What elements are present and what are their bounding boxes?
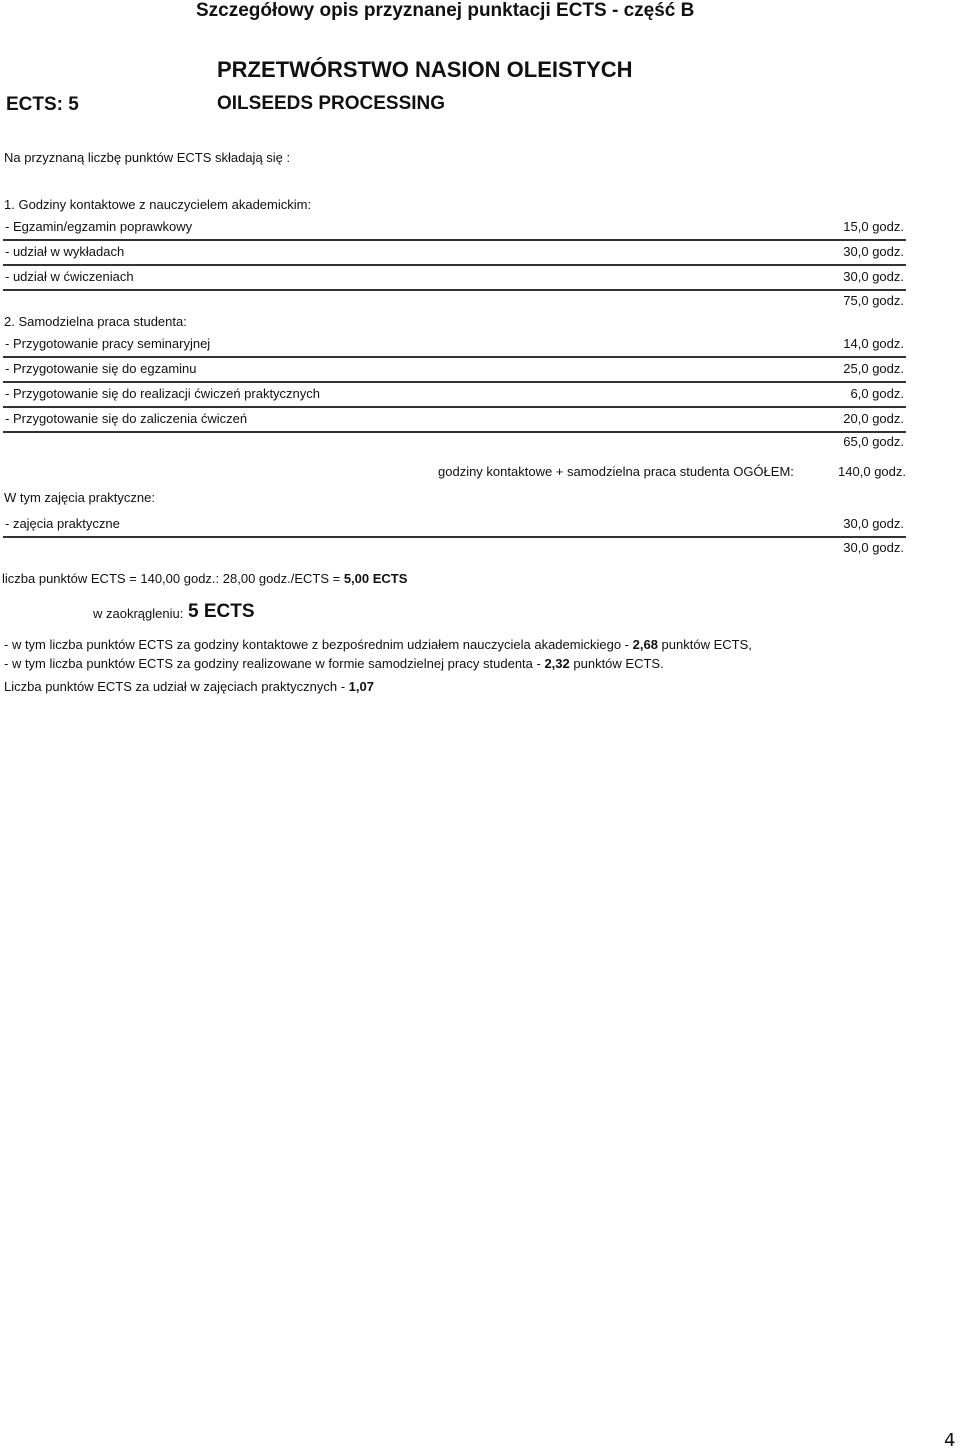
row-label: - zajęcia praktyczne xyxy=(5,516,120,531)
note-text: Liczba punktów ECTS za udział w zajęciach praktycznych - xyxy=(4,679,349,694)
rounding-label: w zaokrągleniu: xyxy=(93,606,184,621)
row-label: - Przygotowanie się do realizacji ćwiczeń praktycznych xyxy=(5,386,321,401)
row-value: 25,0 godz. xyxy=(843,361,904,376)
note-suffix: punktów ECTS, xyxy=(657,637,752,652)
row-value: 30,0 godz. xyxy=(843,516,904,531)
note-value: 1,07 xyxy=(348,679,374,694)
intro-text: Na przyznaną liczbę punktów ECTS składają się : xyxy=(4,150,291,165)
total-label: godziny kontaktowe + samodzielna praca studenta OGÓŁEM: xyxy=(438,464,794,479)
section1-sum: 75,0 godz. xyxy=(843,293,904,308)
row-value: 30,0 godz. xyxy=(843,244,904,259)
section2-sum: 65,0 godz. xyxy=(843,434,904,449)
subject-title-pl: PRZETWÓRSTWO NASION OLEISTYCH xyxy=(217,57,633,82)
row-label: - Egzamin/egzamin poprawkowy xyxy=(5,219,193,234)
row-value: 30,0 godz. xyxy=(843,269,904,284)
row-label: - Przygotowanie się do egzaminu xyxy=(5,361,197,376)
table-row xyxy=(3,240,906,266)
note-value: 2,68 xyxy=(632,637,658,652)
row-value: 14,0 godz. xyxy=(843,336,904,351)
contact-hours-note xyxy=(4,637,752,652)
ects-label: ECTS: 5 xyxy=(6,94,79,115)
practical-heading: W tym zajęcia praktyczne: xyxy=(4,490,155,505)
subject-title-en: OILSEEDS PROCESSING xyxy=(217,93,446,114)
total-value: 140,0 godz. xyxy=(838,464,906,479)
row-value: 6,0 godz. xyxy=(850,386,904,401)
row-value: 15,0 godz. xyxy=(843,219,904,234)
note-suffix: punktów ECTS. xyxy=(569,656,664,671)
table-row xyxy=(3,332,906,358)
page-number: 4 xyxy=(944,1430,956,1451)
note-text: - w tym liczba punktów ECTS za godziny realizowane w formie samodzielnej pracy studenta - xyxy=(4,656,545,671)
table-row xyxy=(3,215,906,241)
ects-calculation xyxy=(2,571,407,586)
note-text: - w tym liczba punktów ECTS za godziny kontaktowe z bezpośrednim udziałem nauczyciela akademickiego - xyxy=(4,637,633,652)
row-label: - udział w wykładach xyxy=(5,244,125,259)
section2-heading: 2. Samodzielna praca studenta: xyxy=(4,314,187,329)
note-value: 2,32 xyxy=(544,656,570,671)
self-study-note xyxy=(4,656,664,671)
rounding-value: 5 ECTS xyxy=(188,601,255,622)
row-label: - Przygotowanie pracy seminaryjnej xyxy=(5,336,211,351)
row-label: - Przygotowanie się do zaliczenia ćwiczeń xyxy=(5,411,248,426)
calculation-text: liczba punktów ECTS = 140,00 godz.: 28,00 godz./ECTS = xyxy=(2,571,344,586)
table-row xyxy=(3,357,906,383)
document-title: Szczegółowy opis przyznanej punktacji ECTS - część B xyxy=(196,0,695,21)
table-row xyxy=(3,382,906,408)
row-value: 20,0 godz. xyxy=(843,411,904,426)
section1-heading: 1. Godziny kontaktowe z nauczycielem akademickim: xyxy=(4,197,312,212)
table-row xyxy=(3,407,906,433)
table-row xyxy=(3,265,906,291)
practical-sum: 30,0 godz. xyxy=(843,540,904,555)
table-row xyxy=(3,512,906,538)
practical-classes-note xyxy=(4,679,374,694)
calculation-result: 5,00 ECTS xyxy=(343,571,408,586)
row-label: - udział w ćwiczeniach xyxy=(5,269,134,284)
